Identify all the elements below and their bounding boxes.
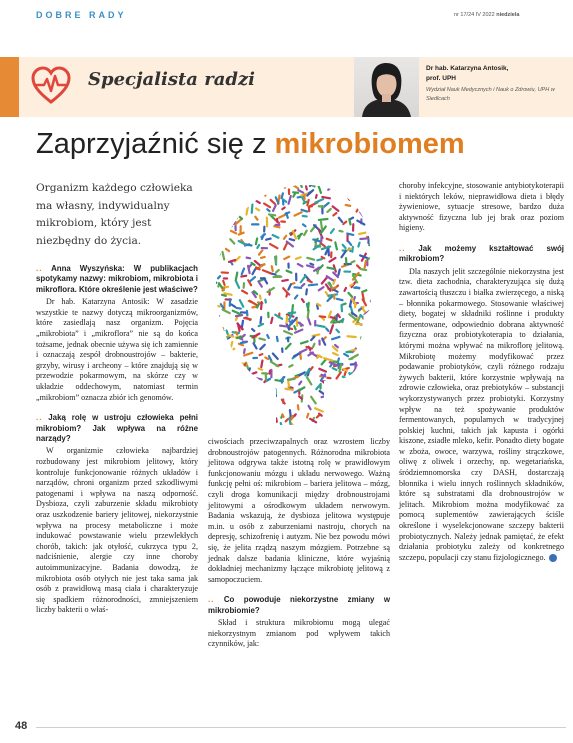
answer-3: Skład i struktura mikrobiomu mogą ulegać niekorzystnym zmianom pod wpływem takich czynników, jak: xyxy=(208,618,390,649)
author-name-line1: Dr hab. Katarzyna Antosik, xyxy=(426,65,509,72)
article-end-icon xyxy=(549,554,557,562)
issue-info xyxy=(454,12,519,18)
article-column-3 xyxy=(399,181,564,563)
author-affiliation: Wydział Nauk Medycznych i Nauk o Zdrowiu, UPH w Siedlcach xyxy=(426,87,555,102)
banner-accent-strip xyxy=(0,57,19,117)
article-lead: Organizm każdego człowieka ma własny, indywidualny mikrobiom, który jest niezbędny do życia. xyxy=(36,182,193,247)
magazine-brand: DOBRE RADY xyxy=(36,10,127,20)
author-name xyxy=(426,64,566,84)
question-4: .. Jak możemy kształtować swój mikrobiom? xyxy=(399,243,564,264)
question-2: .. Jaką rolę w ustroju człowieka pełni mikrobiom? Jak wpływa na różne narządy? xyxy=(36,413,198,443)
heart-pulse-icon xyxy=(30,66,72,106)
article-column-2 xyxy=(208,437,390,650)
headline-accent: mikrobiomem xyxy=(274,128,465,160)
microbiome-head-illustration xyxy=(206,175,376,433)
author-photo xyxy=(354,57,419,117)
question-1: .. Anna Wyszyńska: W publikacjach spotykamy nazwy: mikrobiom, mikrobiota i mikroflora. Które określenie jest właściwe? xyxy=(36,264,198,294)
headline-plain: Zaprzyjaźnić się z xyxy=(36,128,275,160)
author-portrait-icon xyxy=(354,57,419,117)
section-title: Specjalista radzi xyxy=(88,69,256,90)
issue-number: nr 17/24 IV 2022 xyxy=(454,12,495,18)
answer-1: Dr hab. Katarzyna Antosik: W zasadzie wszystkie te nazwy dotyczą mikroorganizmów, które zasiedlają nasz organizm. Pojęcia „mikrobiota” i „mikroflora” nie są do końca tożsame, jednak obecnie używa się ich zamiennie i oznaczają zespół drobnoustrojów – bakterie, grzyby, wirusy i archeony – które znajdują się w przewodzie pokarmowym, na skórze czy w układzie oddechowym, natomiast termin „mikrobiom” oznacza zbiór ich genomów. xyxy=(36,297,198,402)
answer-2-continued: ciwościach przeciwzapalnych oraz wzrostem liczby drobnoustrojów patogennych. Różnorodna mikrobiota jelitowa odgrywa także istotną rolę w prawidłowym funkcjonowaniu mózgu i układu nerwowego. Ważną funkcję pełni oś: mikrobiom – bariera jelitowa – mózg, czyli droga komunikacji między drobnoustrojami jelitowymi a ośrodkowym układem nerwowym. Badania wskazują, że dysbioza jelitowa występuje m.in. u osób z zaburzeniami nastroju, chorych na depresję, schizofrenię i autyzm. Nie bez powodu mówi się, że jelita rządzą naszym mózgiem. Potrzebne są jednak dalsze badania kliniczne, które wyjaśnią dokładniej mechanizmy łączące mikrobiotę jelitową z samopoczuciem. xyxy=(208,437,390,584)
answer-4: Dla naszych jelit szczególnie niekorzystna jest tzw. dieta zachodnia, charakteryzująca się dużą zawartością tłuszczu i białka zwierzęcego, a niską – błonnika pokarmowego. Stosowanie właściwej diety, bogatej w składniki roślinne i produkty fermentowane, odpowiednio dobrana aktywność fizyczna oraz probiotykoterapia to działania, którymi można wpływać na mikroflorę jelitową. Mikrobiotę możemy modyfikować przez podawanie probiotyków, czyli różnego rodzaju żywych bakterii, które korzystnie wpływają na zdrowie człowieka, oraz prebiotyków – substancji wykorzystywanych przez probiotyki. Korzystny wpływ na też spożywanie produktów fermentowanych, popularnych w tradycyjnej polskiej kuchni, takich jak kapusta i ogórki kiszone, zsiadłe mleko, kefir. Ponadto diety bogate w zboża, owoce, warzywa, rośliny strączkowe, oliwę z oliwek i orzechy, np. wegetariańska, śródziemnomorska czy DASH, dostarczają błonnika i wielu innych roślinnych składników, które są substratami dla drobnoustrojów w jelitach. Mikrobiom można modyfikować za pomocą suplementów zawierających ściśle określone i wyselekcjonowane szczepy bakterii probiotycznych. Należy jednak pamiętać, że efekt działania probiotyku zależy od konkretnego szczepu, populacji czy stanu fizjologicznego. xyxy=(399,266,564,562)
question-3: .. Co powoduje niekorzystne zmiany w mikrobiomie? xyxy=(208,595,390,615)
answer-3-continued: choroby infekcyjne, stosowanie antybiotykoterapii i niektórych leków, nieprawidłowa dieta i błędy żywieniowe, sytuacje stresowe, bardzo duża aktywność fizyczna lub jej brak oraz poziom higieny. xyxy=(399,181,564,233)
footer-divider xyxy=(36,727,566,728)
author-name-line2: prof. UPH xyxy=(426,75,456,82)
article-headline xyxy=(36,128,465,161)
page-number: 48 xyxy=(15,720,28,732)
article-column-1 xyxy=(36,264,198,616)
answer-2: W organizmie człowieka najbardziej rozbudowany jest mikrobiom jelitowy, który kontroluje funkcjonowanie różnych układów i narządów, chroni organizm przed szkodliwymi patogenami i wpływa na naszą odporność. Dysbioza, czyli zaburzenie składu mikrobioty oraz uszkodzenie bariery jelitowej, niekorzystnie wpływa na procesy metaboliczne i może indukować powstawanie wielu przewlekłych chorób, takich: jak otyłość, cukrzyca typu 2, nadciśnienie, alergie czy inne choroby autoimmunizacyjne. Badania dowodzą, że mikrobiota osób otyłych nie jest taka sama jak osób z prawidłową masą ciała i charakteryzuje się spadkiem różnorodności, zmniejszeniem liczby bakterii o właś- xyxy=(36,446,198,615)
issue-day: niedziela xyxy=(496,12,520,18)
